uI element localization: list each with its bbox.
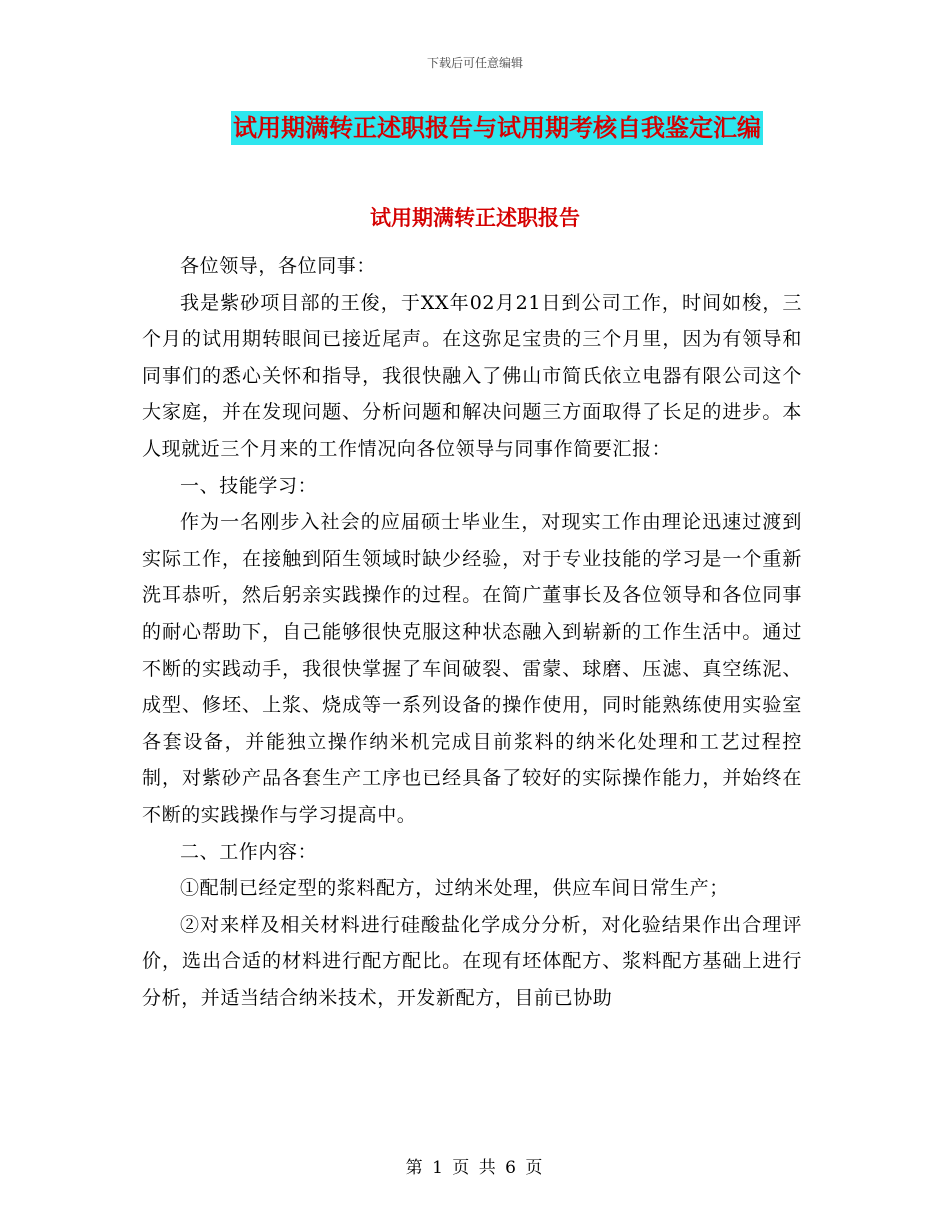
main-title: 试用期满转正述职报告与试用期考核自我鉴定汇编 xyxy=(231,111,763,145)
paragraph-skill-learning: 作为一名刚步入社会的应届硕士毕业生，对现实工作由理论迅速过渡到实际工作，在接触到陌生领域时缺少经验，对于专业技能的学习是一个重新洗耳恭听，然后躬亲实践操作的过程。在简广董事长及各位领导和各位同事的耐心帮助下，自己能够很快克服这种状态融入到崭新的工作生活中。通过不断的实践动手，我很快掌握了车间破裂、雷蒙、球磨、压滤、真空练泥、成型、修坯、上浆、烧成等一系列设备的操作使用，同时能熟练使用实验室各套设备，并能独立操作纳米机完成目前浆料的纳米化处理和工艺过程控制，对紫砂产品各套生产工序也已经具备了较好的实际操作能力，并始终在不断的实践操作与学习提高中。 xyxy=(142,511,802,826)
document-body xyxy=(142,248,802,1016)
page-footer: 第 1 页 共 6 页 xyxy=(405,1158,545,1178)
heading-work-content: 二、工作内容： xyxy=(180,840,318,863)
section-title: 试用期满转正述职报告 xyxy=(370,206,580,230)
main-title-container xyxy=(0,111,950,145)
header-note: 下载后可任意编辑 xyxy=(426,56,523,70)
paragraph-work-item-1: ①配制已经定型的浆料配方，过纳米处理，供应车间日常生产； xyxy=(180,877,729,900)
paragraph-intro: 我是紫砂项目部的王俊，于XX年02月21日到公司工作，时间如梭，三个月的试用期转眼间已接近尾声。在这弥足宝贵的三个月里，因为有领导和同事们的悉心关怀和指导，我很快融入了佛山市简氏依立电器有限公司这个大家庭，并在发现问题、分析问题和解决问题三方面取得了长足的进步。本人现就近三个月来的工作情况向各位领导与同事作简要汇报： xyxy=(142,291,802,460)
heading-skill-learning: 一、技能学习： xyxy=(180,474,318,497)
paragraph-work-item-2: ②对来样及相关材料进行硅酸盐化学成分分析，对化验结果作出合理评价，选出合适的材料进行配方配比。在现有坯体配方、浆料配方基础上进行分析，并适当结合纳米技术，开发新配方，目前已协助 xyxy=(142,913,802,1009)
paragraph-salutation: 各位领导，各位同事： xyxy=(180,255,377,277)
